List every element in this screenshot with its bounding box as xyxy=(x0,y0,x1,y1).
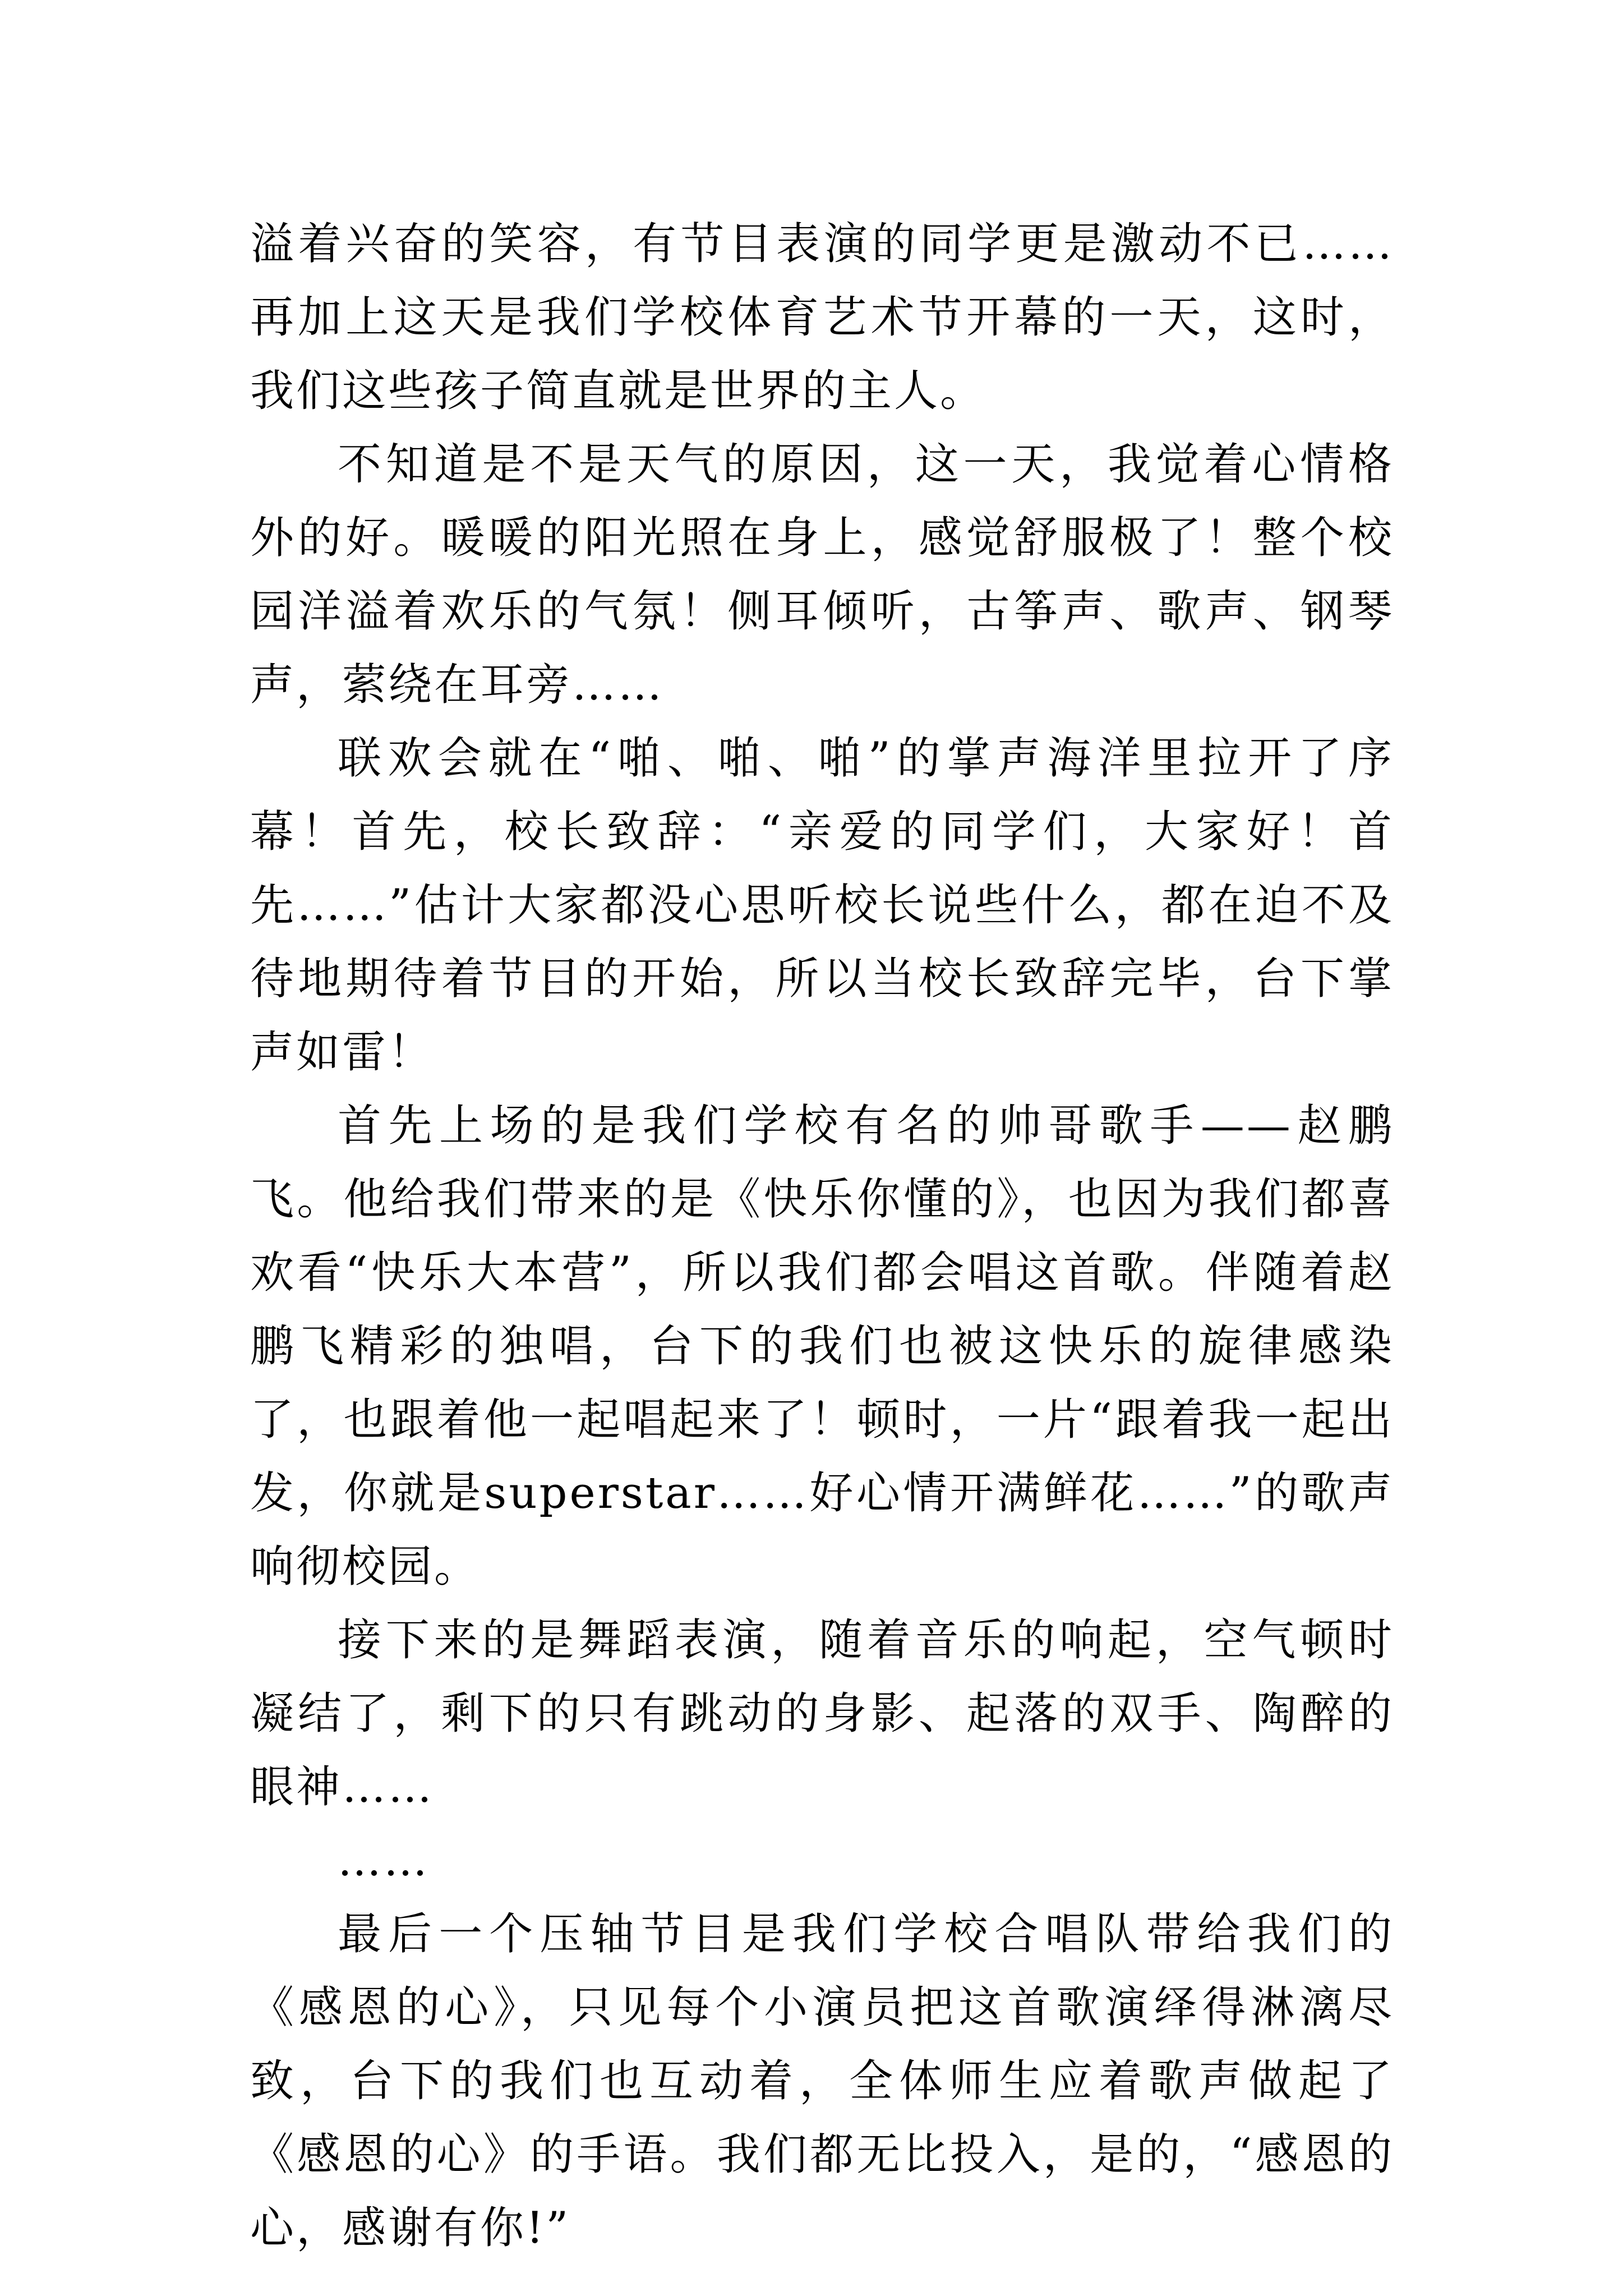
paragraph-5: 接下来的是舞蹈表演，随着音乐的响起，空气顿时凝结了，剩下的只有跳动的身影、起落的双手、陶醉的眼神…… xyxy=(250,1615,1394,1812)
paragraph-ellipsis: …… xyxy=(338,1835,430,1886)
paragraph-3: 联欢会就在“啪、啪、啪”的掌声海洋里拉开了序幕！首先，校长致辞：“亲爱的同学们，大家好！首先……”估计大家都没心思听校长说些什么，都在迫不及待地期待着节目的开始，所以当校长致辞完毕，台下掌声如雷！ xyxy=(250,733,1394,1078)
paragraph-1: 溢着兴奋的笑容，有节目表演的同学更是激动不已……再加上这天是我们学校体育艺术节开幕的一天，这时，我们这些孩子简直就是世界的主人。 xyxy=(250,219,1394,416)
document-body xyxy=(250,208,1394,2265)
paragraph-4: 首先上场的是我们学校有名的帅哥歌手——赵鹏飞。他给我们带来的是《快乐你懂的》，也因为我们都喜欢看“快乐大本营”，所以我们都会唱这首歌。伴随着赵鹏飞精彩的独唱，台下的我们也被这快乐的旋律感染了，也跟着他一起唱起来了！顿时，一片“跟着我一起出发，你就是superstar……好心情开满鲜花……”的歌声响彻校园。 xyxy=(250,1101,1394,1592)
paragraph-6: 最后一个压轴节目是我们学校合唱队带给我们的《感恩的心》，只见每个小演员把这首歌演绎得淋漓尽致，台下的我们也互动着，全体师生应着歌声做起了《感恩的心》的手语。我们都无比投入，是的，“感恩的心，感谢有你!” xyxy=(250,1909,1394,2253)
paragraph-2: 不知道是不是天气的原因，这一天，我觉着心情格外的好。暖暖的阳光照在身上，感觉舒服极了！整个校园洋溢着欢乐的气氛！侧耳倾听，古筝声、歌声、钢琴声，萦绕在耳旁…… xyxy=(250,439,1394,710)
